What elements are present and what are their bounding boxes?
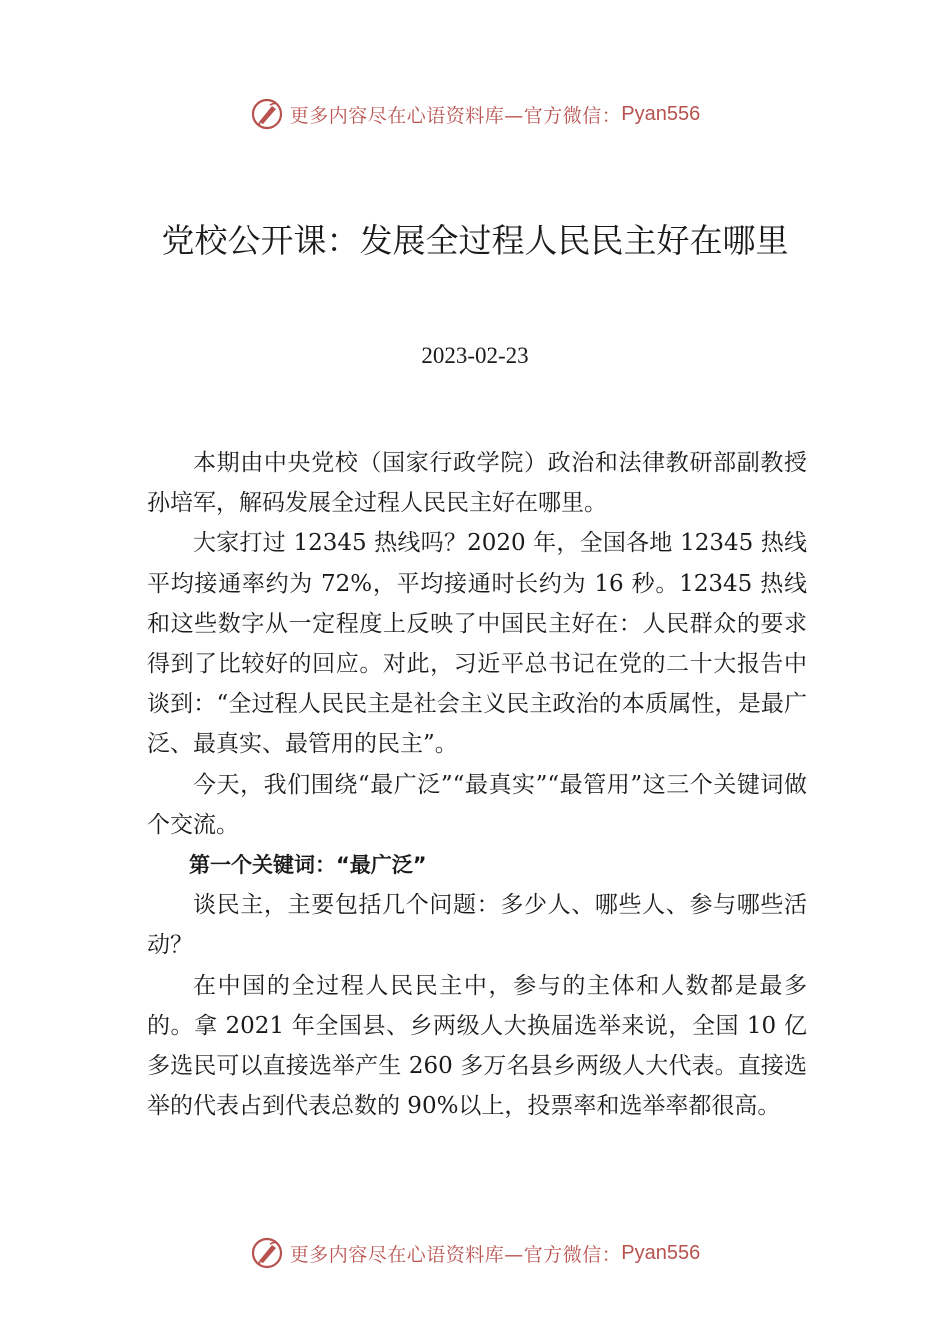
footer-watermark — [0, 1233, 950, 1273]
pen-logo-icon — [250, 97, 284, 131]
paragraph: 今天，我们围绕“最广泛”“最真实”“最管用”这三个关键词做个交流。 — [147, 771, 807, 838]
paragraph: 在中国的全过程人民民主中，参与的主体和人数都是最多的。拿 2021 年全国县、乡两级人大换届选举来说，全国 10 亿多选民可以直接选举产生 260 多万名县乡两级人大代表。直接选举的代表占到代表总数的 90%以上，投票率和选举率都很高。 — [147, 972, 807, 1120]
article-body — [147, 443, 807, 1126]
wechat-id: Pyan556 — [621, 1241, 701, 1264]
header-watermark — [0, 94, 950, 134]
watermark-text: 更多内容尽在心语资料库 — [289, 1243, 505, 1266]
paragraph: 本期由中央党校（国家行政学院）政治和法律教研部副教授孙培军，解码发展全过程人民民主好在哪里。 — [147, 450, 807, 517]
article-title: 党校公开课：发展全过程人民民主好在哪里 — [161, 221, 789, 260]
pen-logo-icon — [250, 1236, 284, 1270]
paragraph: 大家打过 12345 热线吗？2020 年，全国各地 12345 热线平均接通率约为 72%，平均接通时长约为 16 秒。12345 热线和这些数字从一定程度上反映了中国民主好在：人民群众的要求得到了比较好的回应。对此，习近平总书记在党的二十大报告中谈到：“全过程人民民主是社会主义民主政治的本质属性，是最广泛、最真实、最管用的民主”。 — [147, 530, 807, 758]
article-date: 2023-02-23 — [421, 343, 529, 368]
wechat-id: Pyan556 — [621, 102, 701, 125]
watermark-separator: —官方微信： — [504, 104, 622, 127]
watermark-separator: —官方微信： — [504, 1243, 622, 1266]
paragraph: 谈民主，主要包括几个问题：多少人、哪些人、参与哪些活动？ — [147, 892, 807, 959]
watermark-text: 更多内容尽在心语资料库 — [289, 104, 505, 127]
section-heading: 第一个关键词：“最广泛” — [189, 853, 427, 878]
